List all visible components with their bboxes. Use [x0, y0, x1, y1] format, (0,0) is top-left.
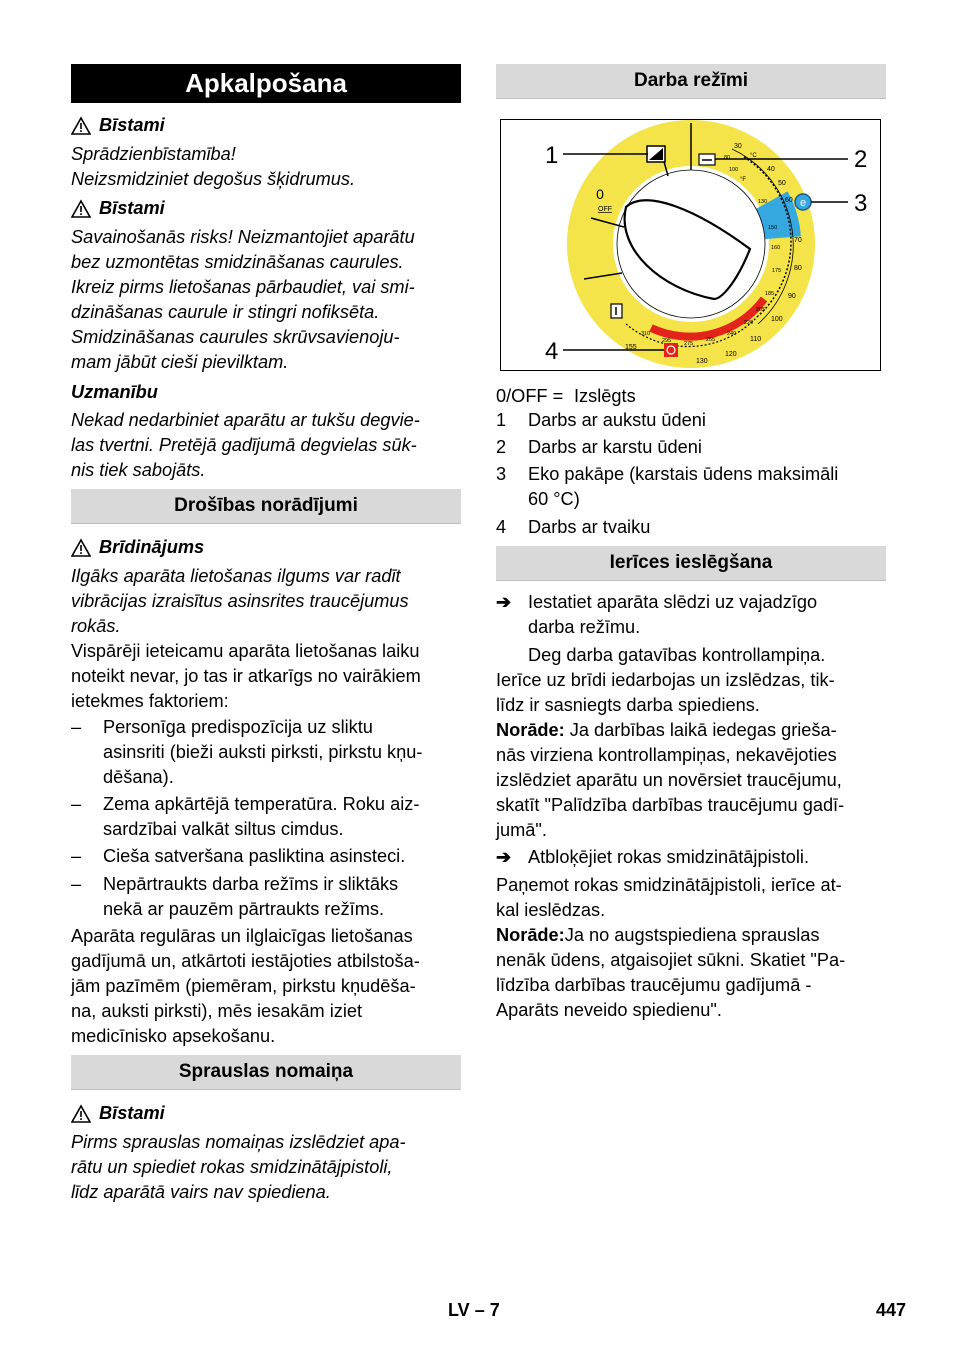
celsius-tick: 120: [725, 351, 737, 358]
page-title: Apkalpošana: [71, 64, 461, 103]
celsius-tick: 90: [788, 293, 796, 300]
fahrenheit-tick: 220: [744, 320, 754, 326]
note-2: Norāde:Ja no augstspiediena sprauslas nenāk ūdens, atgaisojiet sūkni. Skatiet "Pa- līdzība darbības traucējumu gadījumā - Aparāts neveido spiedienu".: [496, 925, 846, 1020]
callout-number: 3: [854, 190, 868, 217]
arrow-icon: ➔: [496, 592, 512, 612]
danger-warning-2: [71, 196, 461, 221]
celsius-tick: 100: [771, 316, 783, 323]
mode-legend: [496, 384, 886, 540]
safety-heading: Drošības norādījumi: [71, 489, 461, 524]
nozzle-warning-text: Pirms sprauslas nomaiņas izslēdziet apa- rātu un spiediet rokas smidzinātājpistoli, līdz aparātā vairs nav spiediena.: [71, 1132, 406, 1202]
unit-f: °F: [740, 177, 747, 183]
warning-label: Bīstami: [99, 115, 165, 135]
callout-number: 4: [545, 338, 559, 365]
fahrenheit-tick: 80: [724, 155, 731, 161]
mode-selector-figure: [496, 119, 886, 377]
warning-triangle-icon: [71, 199, 91, 219]
startup-text: Ierīce uz brīdi iedarbojas un izslēdzas, tik- līdz ir sasniegts darba spiediens.: [496, 670, 835, 715]
dash-marker: –: [71, 717, 82, 737]
celsius-tick: 110: [750, 336, 762, 343]
caution-label: Uzmanību: [71, 382, 158, 402]
celsius-tick: 40: [767, 166, 775, 173]
factor-item: – Nepārtraukts darba režīms ir sliktāks nekā ar pauzēm pārtraukts režīms.: [71, 872, 461, 922]
dash-marker: –: [71, 874, 82, 894]
fahrenheit-tick: 310: [641, 331, 651, 337]
fahrenheit-tick: 130: [758, 199, 768, 205]
callout-number: 2: [854, 146, 868, 173]
dash-marker: –: [71, 794, 82, 814]
page-number: 447: [876, 1300, 907, 1320]
restart-text: Paņemot rokas smidzinātājpistoli, ierīce at- kal ieslēdzas.: [496, 875, 842, 920]
warning-1-text: Sprādzienbīstamība! Neizsmidziniet degošus šķidrumus.: [71, 144, 356, 189]
off-zero-label: 0: [596, 186, 604, 202]
factor-item: – Cieša satveršana pasliktina asinsteci.: [71, 844, 461, 869]
fahrenheit-tick: 275: [684, 341, 694, 347]
legend-item: 0/OFF = Izslēgts: [496, 386, 636, 406]
celsius-tick: 30: [734, 143, 742, 150]
dash-marker: –: [71, 846, 82, 866]
note-1: Norāde: Ja darbības laikā iedegas grieša- nās virziena kontrollampiņas, nekavējoties izslēdziet aparātu un novērsiet traucējumu, skatīt "Palīdzība darbības traucējumu gadī- jumā".: [496, 720, 845, 840]
cold-water-icon: [647, 146, 665, 162]
left-column: [71, 64, 461, 1205]
fahrenheit-tick: 100: [729, 167, 739, 173]
factor-item: – Personīga predispozīcija uz sliktu asinsriti (bieži auksti pirksti, pirkstu kņu- dēšana).: [71, 715, 461, 790]
celsius-tick: 130: [696, 358, 708, 365]
warning-triangle-icon: [71, 1104, 91, 1124]
svg-text:e: e: [799, 197, 807, 209]
step-result: Deg darba gatavības kontrollampiņa.: [528, 645, 826, 665]
celsius-tick: 155: [625, 344, 637, 351]
factor-item: – Zema apkārtējā temperatūra. Roku aiz- sardzībai valkāt siltus cimdus.: [71, 792, 461, 842]
switch-on-heading: Ierīces ieslēgšana: [496, 546, 886, 581]
celsius-tick: 70: [794, 237, 802, 244]
right-column: [496, 64, 886, 1023]
hot-water-icon: [699, 154, 715, 165]
callout-number: 1: [545, 142, 559, 169]
step-item: ➔ Atbloķējiet rokas smidzinātājpistoli.: [496, 845, 886, 870]
fahrenheit-tick: 160: [771, 245, 781, 251]
manual-icon: [611, 304, 622, 318]
warning-label: Bīstami: [99, 198, 165, 218]
caution-text: Nekad nedarbiniet aparātu ar tukšu degvie- las tvertni. Pretējā gadījumā degvielas sūk- nis tiek sabojāts.: [71, 410, 420, 480]
nozzle-warning: [71, 1101, 461, 1126]
medical-advice: Aparāta regulāras un ilglaicīgas lietošanas gadījumā un, atkārtoti iestājoties atbilstoša- jām pazīmēm (piemēram, pirkstu kņudēša- na, auksti pirksti), mēs iesakām iziet medicīnisko apsekošanu.: [71, 926, 420, 1046]
nozzle-heading: Sprauslas nomaiņa: [71, 1055, 461, 1090]
unit-c: °C: [750, 153, 757, 159]
legend-item: 4 Darbs ar tvaiku: [496, 517, 651, 537]
warning-triangle-icon: [71, 116, 91, 136]
celsius-tick: 60: [785, 197, 793, 204]
off-text-label: OFF: [598, 206, 612, 213]
footer-lang: LV – 7: [448, 1300, 500, 1320]
usage-intro: Vispārēji ieteicamu aparāta lietošanas laiku noteikt nevar, jo tas ir atkarīgs no vairākiem ietekmes faktoriem:: [71, 641, 421, 711]
fahrenheit-tick: 185: [765, 291, 775, 297]
legend-item: 3 Eko pakāpe (karstais ūdens maksimāli 60 °C): [496, 464, 839, 509]
celsius-tick: 50: [778, 180, 786, 187]
step-item: ➔ Iestatiet aparāta slēdzi uz vajadzīgo darba režīmu.: [496, 590, 886, 640]
legend-item: 2 Darbs ar karstu ūdeni: [496, 437, 702, 457]
danger-warning-1: [71, 113, 461, 138]
warning-label: Bīstami: [99, 1103, 165, 1123]
steam-icon: [664, 343, 678, 357]
eco-badge: [795, 194, 811, 210]
arrow-icon: ➔: [496, 847, 512, 867]
fahrenheit-tick: 205: [756, 307, 766, 313]
warning-label: Brīdinājums: [99, 537, 205, 557]
vibration-warning-text: Ilgāks aparāta lietošanas ilgums var radīt vibrācijas izraisītus asinsrites traucējumus rokās.: [71, 566, 409, 636]
celsius-tick: 80: [794, 265, 802, 272]
fahrenheit-tick: 255: [706, 337, 716, 343]
vibration-warning: [71, 535, 461, 560]
warning-2-text: Savainošanās risks! Neizmantojiet aparātu bez uzmontētas smidzināšanas caurules. Ikreiz pirms lietošanas pārbaudiet, vai smi- dzināšanas caurule ir stingri nofiksēta. Smidzināšanas caurules skrūvsavienoju- mam jābūt cieši pievilktam.: [71, 227, 415, 372]
warning-triangle-icon: [71, 538, 91, 558]
fahrenheit-tick: 150: [768, 225, 778, 231]
fahrenheit-tick: 295: [662, 338, 672, 344]
fahrenheit-tick: 240: [727, 331, 737, 337]
modes-heading: Darba režīmi: [496, 64, 886, 99]
legend-item: 1 Darbs ar aukstu ūdeni: [496, 410, 706, 430]
fahrenheit-tick: 175: [772, 268, 782, 274]
